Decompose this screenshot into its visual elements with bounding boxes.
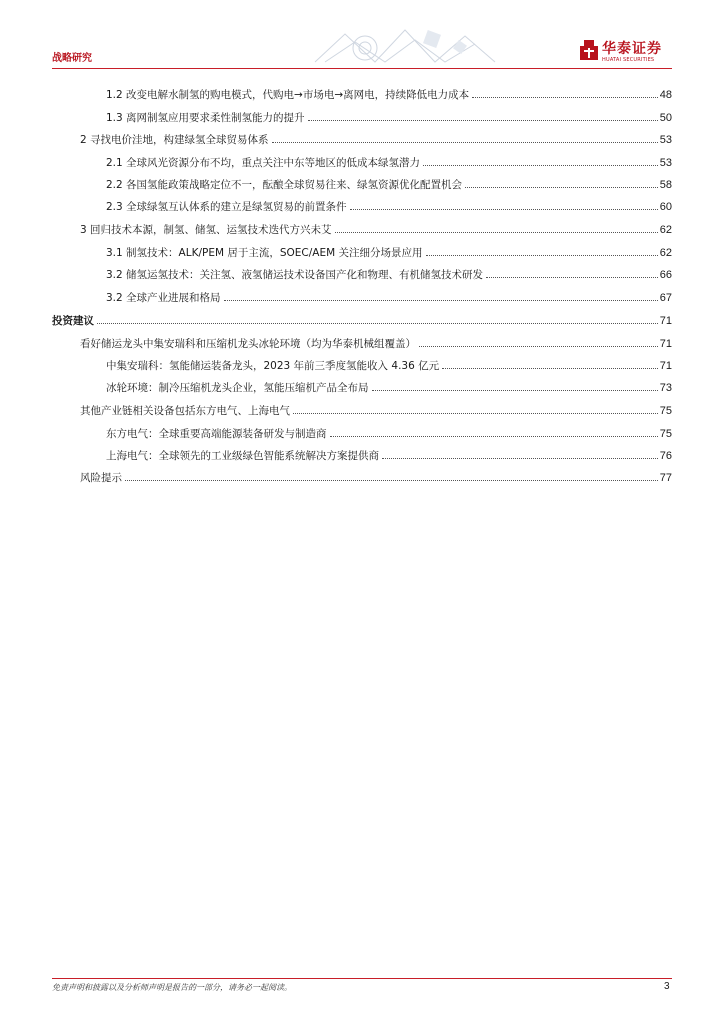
toc-entry[interactable] bbox=[106, 88, 672, 102]
toc-entry-page: 71 bbox=[659, 360, 672, 372]
toc-entry-title: 2 寻找电价洼地，构建绿氢全球贸易体系 bbox=[80, 134, 269, 146]
toc-entry-title: 3.2 全球产业进展和格局 bbox=[106, 292, 221, 304]
toc-entry-page: 66 bbox=[659, 269, 672, 281]
page-header bbox=[0, 0, 724, 70]
toc-entry[interactable] bbox=[80, 337, 672, 351]
toc-entry[interactable] bbox=[80, 404, 672, 418]
toc-entry-title: 2.1 全球风光资源分布不均，重点关注中东等地区的低成本绿氢潜力 bbox=[106, 157, 421, 169]
toc-leader bbox=[330, 435, 658, 437]
toc-entry-page: 50 bbox=[659, 112, 672, 124]
toc-entry[interactable] bbox=[106, 111, 672, 125]
toc-entry-title: 2.3 全球绿氢互认体系的建立是绿氢贸易的前置条件 bbox=[106, 201, 347, 213]
toc-entry[interactable] bbox=[80, 133, 672, 147]
toc-entry-title: 1.2 改变电解水制氢的购电模式，代购电→市场电→离网电，持续降低电力成本 bbox=[106, 89, 470, 101]
toc-leader bbox=[272, 141, 658, 143]
toc-entry-page: 71 bbox=[659, 315, 672, 327]
logo-text-en: HUATAI SECURITIES bbox=[602, 57, 655, 63]
toc-leader bbox=[382, 457, 658, 459]
toc-entry[interactable] bbox=[106, 427, 672, 441]
huatai-logo bbox=[580, 40, 675, 66]
toc-leader bbox=[419, 345, 658, 347]
toc-entry[interactable] bbox=[80, 471, 672, 485]
toc-entry-title: 中集安瑞科：氢能储运装备龙头，2023 年前三季度氢能收入 4.36 亿元 bbox=[106, 360, 440, 372]
toc-entry-title: 投资建议 bbox=[52, 315, 94, 327]
toc-leader bbox=[486, 276, 658, 278]
toc-leader bbox=[350, 208, 658, 210]
toc-entry[interactable] bbox=[80, 223, 672, 237]
toc-entry[interactable] bbox=[106, 291, 672, 305]
toc-leader bbox=[125, 479, 658, 481]
toc-entry[interactable] bbox=[106, 200, 672, 214]
toc-leader bbox=[97, 322, 658, 324]
footer-divider bbox=[52, 978, 672, 979]
toc-entry-title: 1.3 离网制氢应用要求柔性制氢能力的提升 bbox=[106, 112, 305, 124]
toc-entry-title: 看好储运龙头中集安瑞科和压缩机龙头冰轮环境（均为华泰机械组覆盖） bbox=[80, 338, 416, 350]
toc-leader bbox=[335, 231, 658, 233]
toc-entry-title: 东方电气：全球重要高端能源装备研发与制造商 bbox=[106, 428, 327, 440]
toc-leader bbox=[472, 96, 658, 98]
toc-entry-page: 60 bbox=[659, 201, 672, 213]
toc-leader bbox=[372, 389, 658, 391]
toc-entry-title: 冰轮环境：制冷压缩机龙头企业，氢能压缩机产品全布局 bbox=[106, 382, 369, 394]
toc-entry-page: 53 bbox=[659, 134, 672, 146]
toc-entry-title: 3.2 储氢运氢技术：关注氢、液氢储运技术设备国产化和物理、有机储氢技术研发 bbox=[106, 269, 484, 281]
section-label: 战略研究 bbox=[52, 53, 92, 64]
toc-entry-page: 62 bbox=[659, 247, 672, 259]
toc-entry-page: 77 bbox=[659, 472, 672, 484]
toc-leader bbox=[442, 367, 658, 369]
toc-entry-page: 67 bbox=[659, 292, 672, 304]
page-number: 3 bbox=[664, 981, 670, 992]
toc-leader bbox=[426, 254, 658, 256]
header-decoration-graphic bbox=[305, 22, 505, 66]
toc-entry-page: 71 bbox=[659, 338, 672, 350]
toc-entry-page: 75 bbox=[659, 405, 672, 417]
toc-leader bbox=[293, 412, 658, 414]
toc-entry[interactable] bbox=[106, 381, 672, 395]
toc-entry-page: 58 bbox=[659, 179, 672, 191]
toc-entry[interactable] bbox=[106, 178, 672, 192]
toc-entry-page: 76 bbox=[659, 450, 672, 462]
header-divider bbox=[52, 68, 672, 69]
footer-disclaimer: 免责声明和披露以及分析师声明是报告的一部分，请务必一起阅读。 bbox=[52, 983, 292, 992]
toc-leader bbox=[423, 164, 658, 166]
toc-leader bbox=[224, 299, 658, 301]
logo-text-cn: 华泰证券 bbox=[602, 41, 662, 57]
toc-entry-page: 73 bbox=[659, 382, 672, 394]
toc-entry-page: 48 bbox=[659, 89, 672, 101]
huatai-logo-icon bbox=[580, 40, 598, 60]
toc-leader bbox=[465, 186, 658, 188]
toc-entry-title: 2.2 各国氢能政策战略定位不一，酝酿全球贸易往来、绿氢资源优化配置机会 bbox=[106, 179, 463, 191]
toc-entry[interactable] bbox=[52, 314, 672, 328]
toc-entry-page: 75 bbox=[659, 428, 672, 440]
toc-entry[interactable] bbox=[106, 449, 672, 463]
toc-leader bbox=[308, 119, 658, 121]
toc-entry-page: 53 bbox=[659, 157, 672, 169]
toc-entry-page: 62 bbox=[659, 224, 672, 236]
toc-entry[interactable] bbox=[106, 359, 672, 373]
toc-entry-title: 上海电气：全球领先的工业级绿色智能系统解决方案提供商 bbox=[106, 450, 379, 462]
toc-entry[interactable] bbox=[106, 246, 672, 260]
toc-entry-title: 其他产业链相关设备包括东方电气、上海电气 bbox=[80, 405, 290, 417]
toc-entry-title: 3.1 制氢技术：ALK/PEM 居于主流，SOEC/AEM 关注细分场景应用 bbox=[106, 247, 423, 259]
toc-entry-title: 风险提示 bbox=[80, 472, 122, 484]
toc-entry[interactable] bbox=[106, 156, 672, 170]
toc-entry-title: 3 回归技术本源，制氢、储氢、运氢技术迭代方兴未艾 bbox=[80, 224, 332, 236]
toc-entry[interactable] bbox=[106, 268, 672, 282]
